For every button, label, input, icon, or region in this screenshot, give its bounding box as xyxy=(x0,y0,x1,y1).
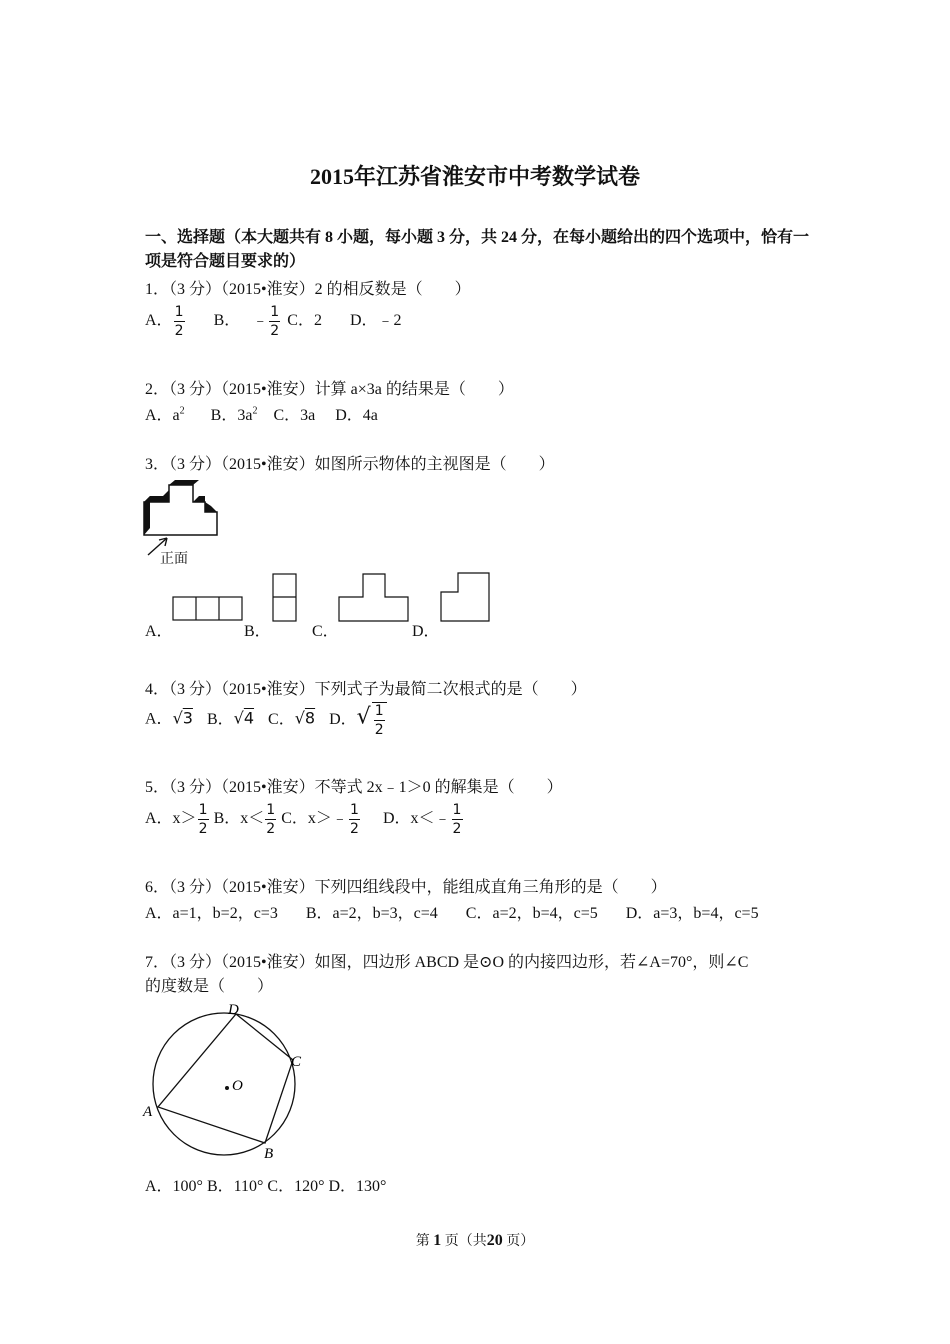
question-1-stem: 1．（3 分）（2015•淮安）2 的相反数是（ ） xyxy=(145,281,471,298)
q3-option-b-label: B． xyxy=(244,623,271,640)
q1-option-d: D．﹣2 xyxy=(349,312,402,330)
q3-option-a-figure xyxy=(172,596,244,622)
q4-option-b: B． xyxy=(206,710,234,728)
q4-option-d: D． xyxy=(329,710,357,728)
q4-option-a: A． xyxy=(145,710,173,728)
q1-fraction-a: $\frac{1}{2}$ xyxy=(174,304,184,339)
question-6-options xyxy=(145,900,759,923)
question-4-options xyxy=(145,702,388,738)
q3-option-b-figure xyxy=(272,573,298,623)
q4-fraction-d: $\frac{1}{2}$ xyxy=(372,702,387,738)
q7-circle-figure xyxy=(140,1000,310,1165)
q1-option-b: B． xyxy=(213,312,241,330)
section-heading: 一、选择题（本大题共有 8 小题，每小题 3 分，共 24 分，在每小题给出的四个选项中，恰有一项是符合题目要求的） xyxy=(145,229,810,270)
q3-option-c-figure xyxy=(338,573,410,623)
question-7-stem-line2: 的度数是（ ） xyxy=(145,978,274,995)
q2-option-d: D．4a xyxy=(335,407,378,424)
question-4-stem: 4．（3 分）（2015•淮安）下列式子为最简二次根式的是（ ） xyxy=(145,681,587,698)
q4-radical-d: √ xyxy=(356,704,371,730)
q5-fraction-d: $\frac{1}{2}$ xyxy=(452,802,462,837)
q4-radical-a: √3 xyxy=(172,708,193,728)
q7-label-c: C xyxy=(291,1054,302,1070)
question-5-options xyxy=(145,802,464,837)
q7-label-b: B xyxy=(264,1146,274,1162)
q4-radical-c: √8 xyxy=(294,708,316,728)
q5-fraction-c: $\frac{1}{2}$ xyxy=(349,802,359,837)
q5-option-b: B．x＜ xyxy=(213,810,265,828)
q3-option-d-figure xyxy=(440,572,492,624)
q1-neg-b: ﹣ xyxy=(252,312,269,330)
q1-fraction-b: $\frac{1}{2}$ xyxy=(270,304,280,339)
q5-option-a: A．x＞ xyxy=(145,810,197,828)
q3-option-c-label: C． xyxy=(312,623,339,640)
q5-fraction-b: $\frac{1}{2}$ xyxy=(266,802,276,837)
q3-front-label: 正面 xyxy=(160,551,188,567)
q7-label-d: D xyxy=(228,1002,239,1018)
q4-option-c: C． xyxy=(268,710,295,728)
question-7-stem-line1: 7．（3 分）（2015•淮安）如图，四边形 ABCD 是⊙O 的内接四边形，若∠A=70°，则∠C xyxy=(145,954,749,971)
q2-option-b: B．$3a^2$ xyxy=(210,405,258,424)
page-number: 1 xyxy=(433,1232,442,1249)
q2-option-a: A．$a^2$ xyxy=(145,405,185,424)
page-total: 20 xyxy=(486,1232,503,1249)
question-3-stem: 3．（3 分）（2015•淮安）如图所示物体的主视图是（ ） xyxy=(145,456,555,473)
page-footer: 第 1 页（共20 页） xyxy=(415,1232,535,1249)
q5-option-c: C．x＞﹣ xyxy=(281,810,348,828)
q3-option-a-label: A． xyxy=(145,623,173,640)
q5-fraction-a: $\frac{1}{2}$ xyxy=(198,802,208,837)
question-6-stem: 6．（3 分）（2015•淮安）下列四组线段中，能组成直角三角形的是（ ） xyxy=(145,879,667,896)
q7-label-o: O xyxy=(232,1078,243,1094)
question-5-stem: 5．（3 分）（2015•淮安）不等式 2x﹣1＞0 的解集是（ ） xyxy=(145,779,563,796)
q6-option-c: C．a=2，b=4，c=5 xyxy=(465,905,598,922)
page-title: 2015年江苏省淮安市中考数学试卷 xyxy=(309,164,640,189)
question-7-options: A．100° B．110° C．120° D．130° xyxy=(145,1178,387,1195)
question-2-options xyxy=(145,402,378,425)
q6-option-a: A．a=1，b=2，c=3 xyxy=(145,905,278,922)
q7-label-a: A xyxy=(143,1104,153,1120)
q4-radical-b: √4 xyxy=(233,708,255,728)
q6-option-b: B．a=2，b=3，c=4 xyxy=(305,905,438,922)
q1-option-a: A． xyxy=(145,312,173,330)
q2-option-c: C．3a xyxy=(273,407,316,424)
q3-option-d-label: D． xyxy=(412,623,440,640)
question-1-options xyxy=(145,304,402,339)
q5-option-d: D．x＜﹣ xyxy=(382,810,451,828)
q1-option-c: C．2 xyxy=(287,312,322,330)
q6-option-d: D．a=3，b=4，c=5 xyxy=(625,905,759,922)
question-2-stem: 2．（3 分）（2015•淮安）计算 a×3a 的结果是（ ） xyxy=(145,381,514,398)
